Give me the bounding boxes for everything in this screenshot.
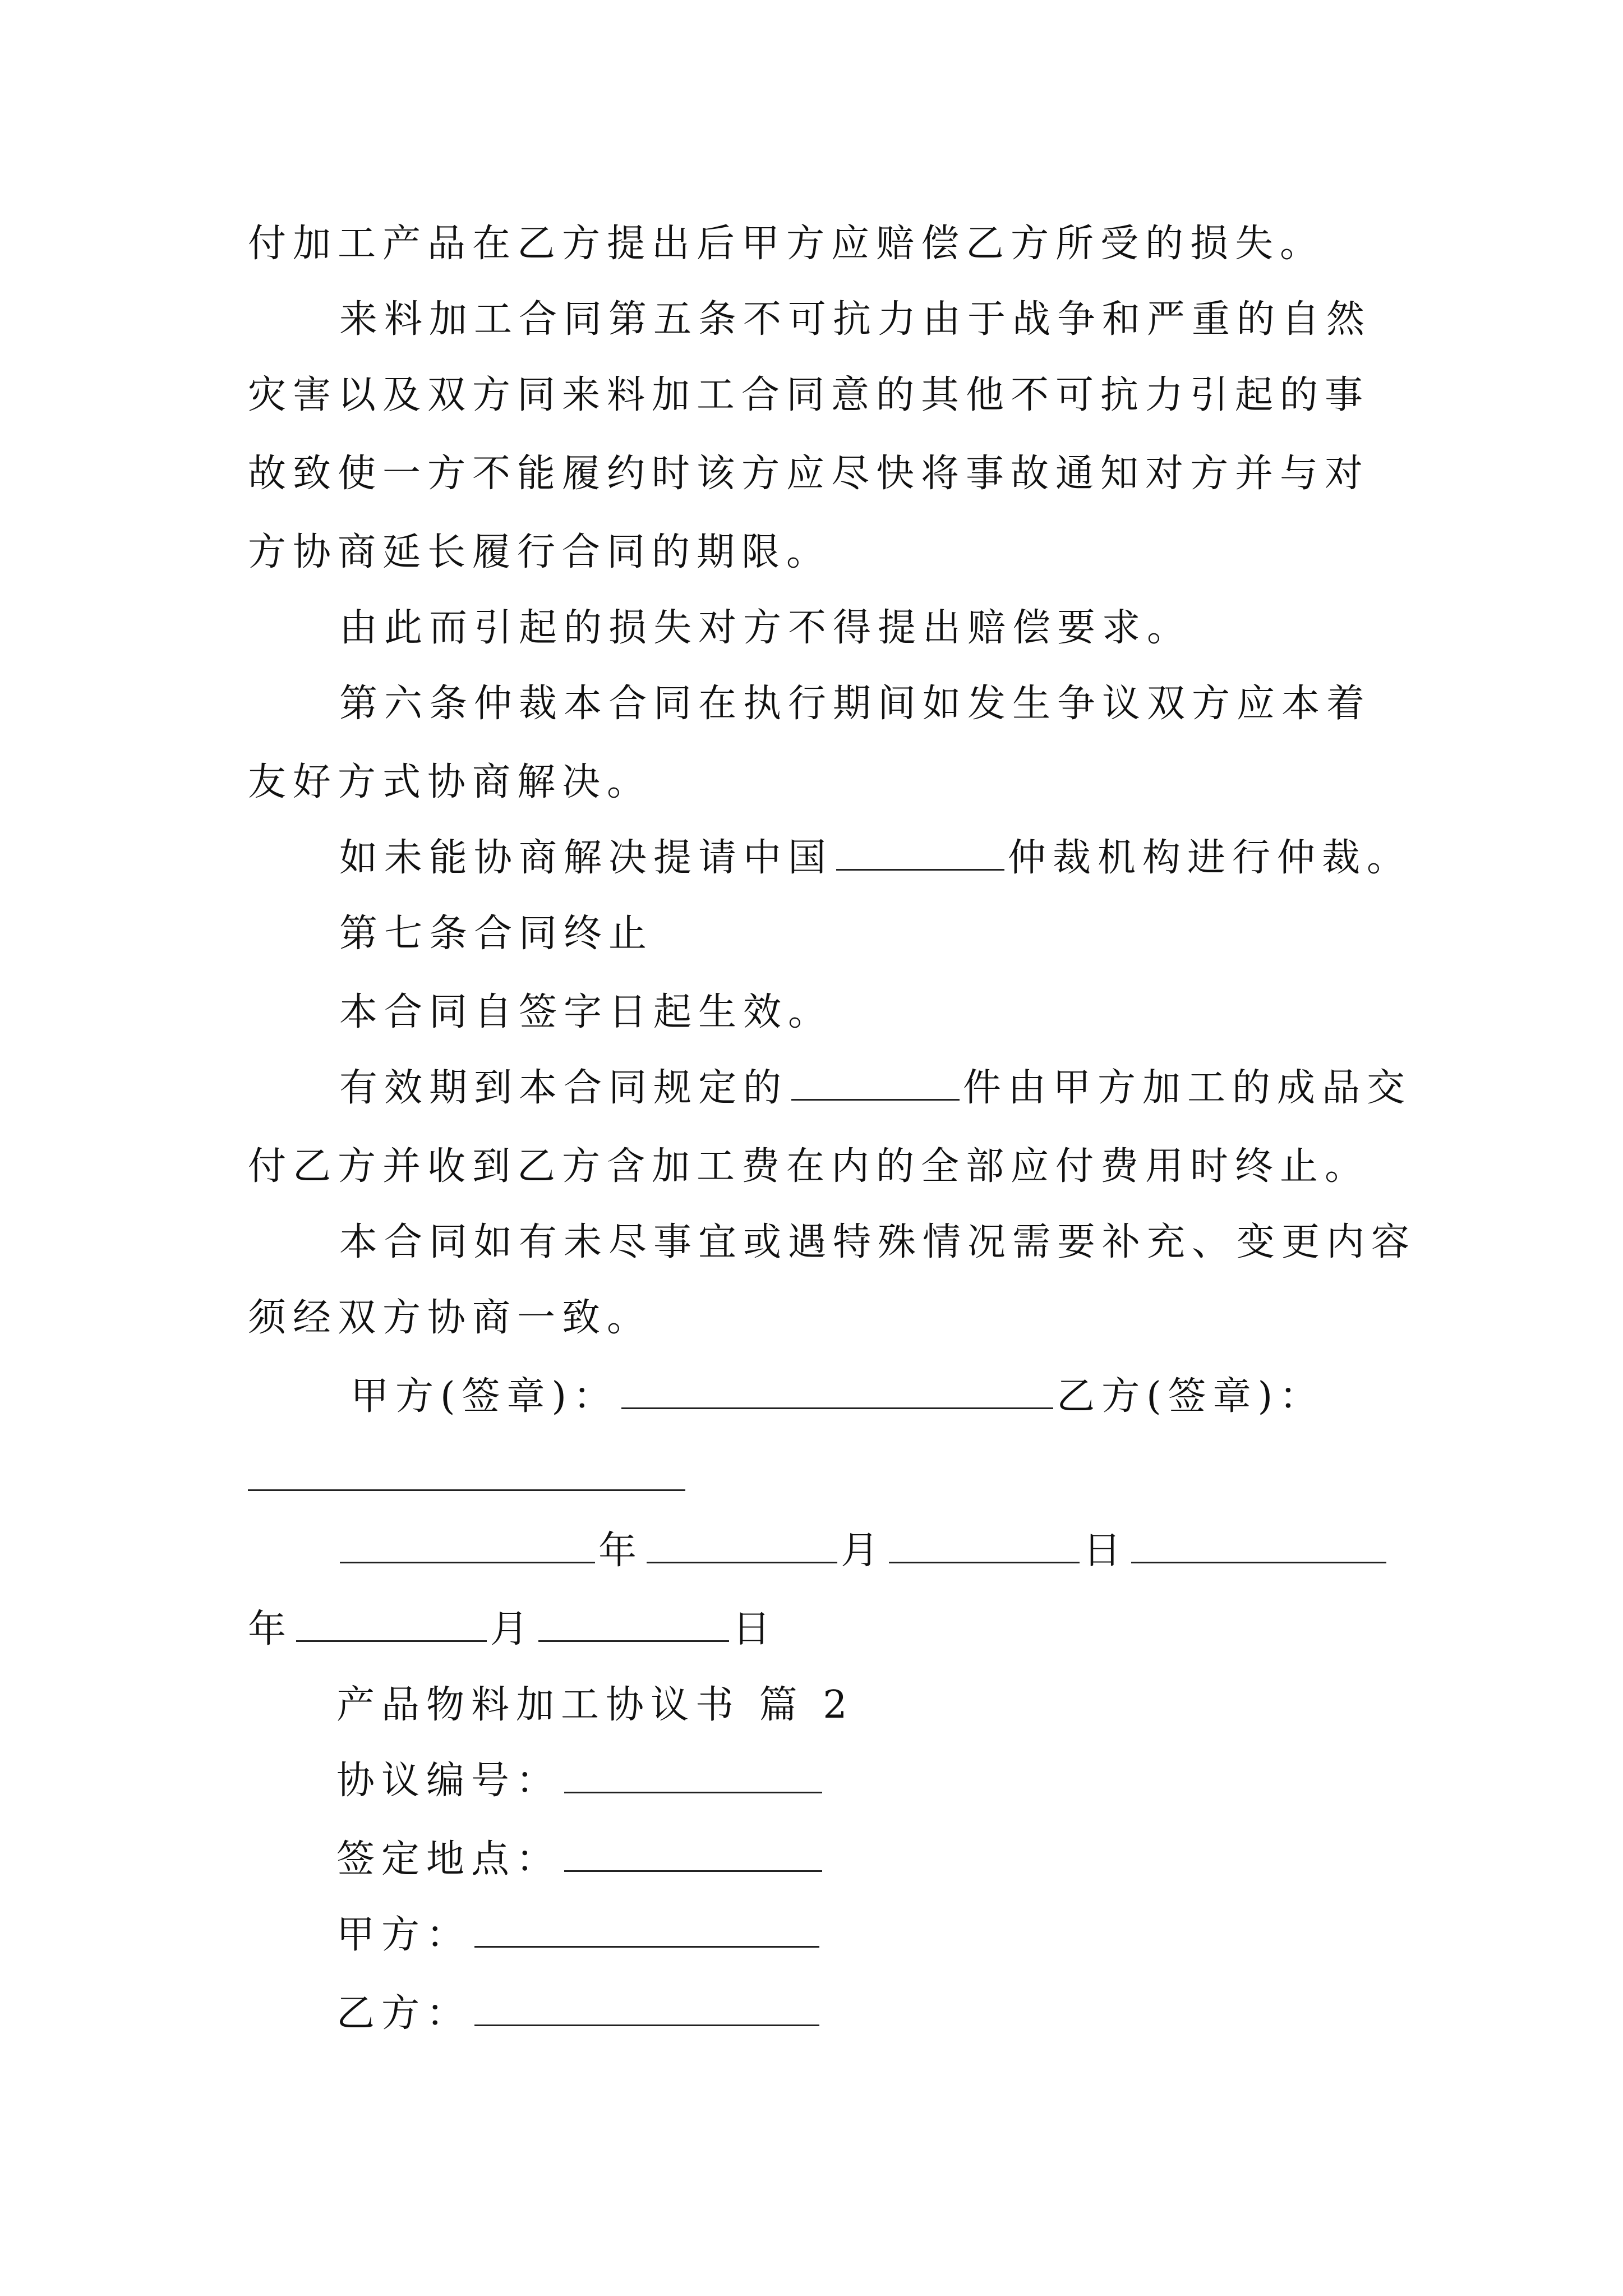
signature-line: 甲方(签章)： 乙方(签章)： <box>351 1372 1324 1422</box>
fill-blank <box>791 1064 960 1101</box>
field-blank <box>474 1990 819 2026</box>
paragraph-line: 有效期到本合同规定的 件由甲方加工的成品交 <box>339 1063 1412 1114</box>
section-title: 产品物料加工协议书 篇 2 <box>336 1683 854 1727</box>
paragraph-line: 付加工产品在乙方提出后甲方应赔偿乙方所受的损失。 <box>248 222 1325 266</box>
paragraph-line: 来料加工合同第五条不可抗力由于战争和严重的自然 <box>339 297 1372 342</box>
date-blank <box>647 1527 837 1563</box>
date-blank <box>340 1527 595 1563</box>
paragraph-line: 故致使一方不能履约时该方应尽快将事故通知对方并与对 <box>248 452 1370 496</box>
form-field-agreement-no: 协议编号： <box>336 1756 826 1806</box>
paragraph-line: 本合同如有未尽事宜或遇特殊情况需要补充、变更内容 <box>339 1220 1417 1264</box>
form-field-party-a: 甲方： <box>336 1910 823 1961</box>
signature-blank-b <box>248 1489 685 1491</box>
fill-blank <box>836 834 1004 871</box>
paragraph-line: 如未能协商解决提请中国 仲裁机构进行仲裁。 <box>339 833 1412 884</box>
date-line: 年 月 日 <box>248 1604 777 1655</box>
paragraph-line: 本合同自签字日起生效。 <box>339 990 833 1034</box>
signature-blank-a <box>621 1373 1053 1409</box>
paragraph-line: 由此而引起的损失对方不得提出赔偿要求。 <box>339 606 1192 650</box>
paragraph-line: 友好方式协商解决。 <box>248 760 652 804</box>
field-blank <box>564 1835 822 1872</box>
date-line: 年 月 日 <box>336 1526 1390 1576</box>
paragraph-line: 灾害以及双方同来料加工合同意的其他不可抗力引起的事 <box>248 373 1370 417</box>
field-blank <box>564 1757 822 1793</box>
paragraph-line: 须经双方协商一致。 <box>248 1296 652 1340</box>
date-blank <box>296 1605 487 1642</box>
date-blank <box>1131 1527 1386 1563</box>
section-heading: 第七条合同终止 <box>339 912 654 956</box>
date-blank <box>889 1527 1080 1563</box>
form-field-signing-place: 签定地点： <box>336 1834 826 1885</box>
form-field-party-b: 乙方： <box>336 1989 823 2039</box>
paragraph-line: 第六条仲裁本合同在执行期间如发生争议双方应本着 <box>339 682 1372 726</box>
paragraph-line: 付乙方并收到乙方含加工费在内的全部应付费用时终止。 <box>248 1144 1370 1189</box>
date-blank <box>538 1605 729 1642</box>
paragraph-line: 方协商延长履行合同的期限。 <box>248 530 832 574</box>
field-blank <box>474 1911 819 1948</box>
